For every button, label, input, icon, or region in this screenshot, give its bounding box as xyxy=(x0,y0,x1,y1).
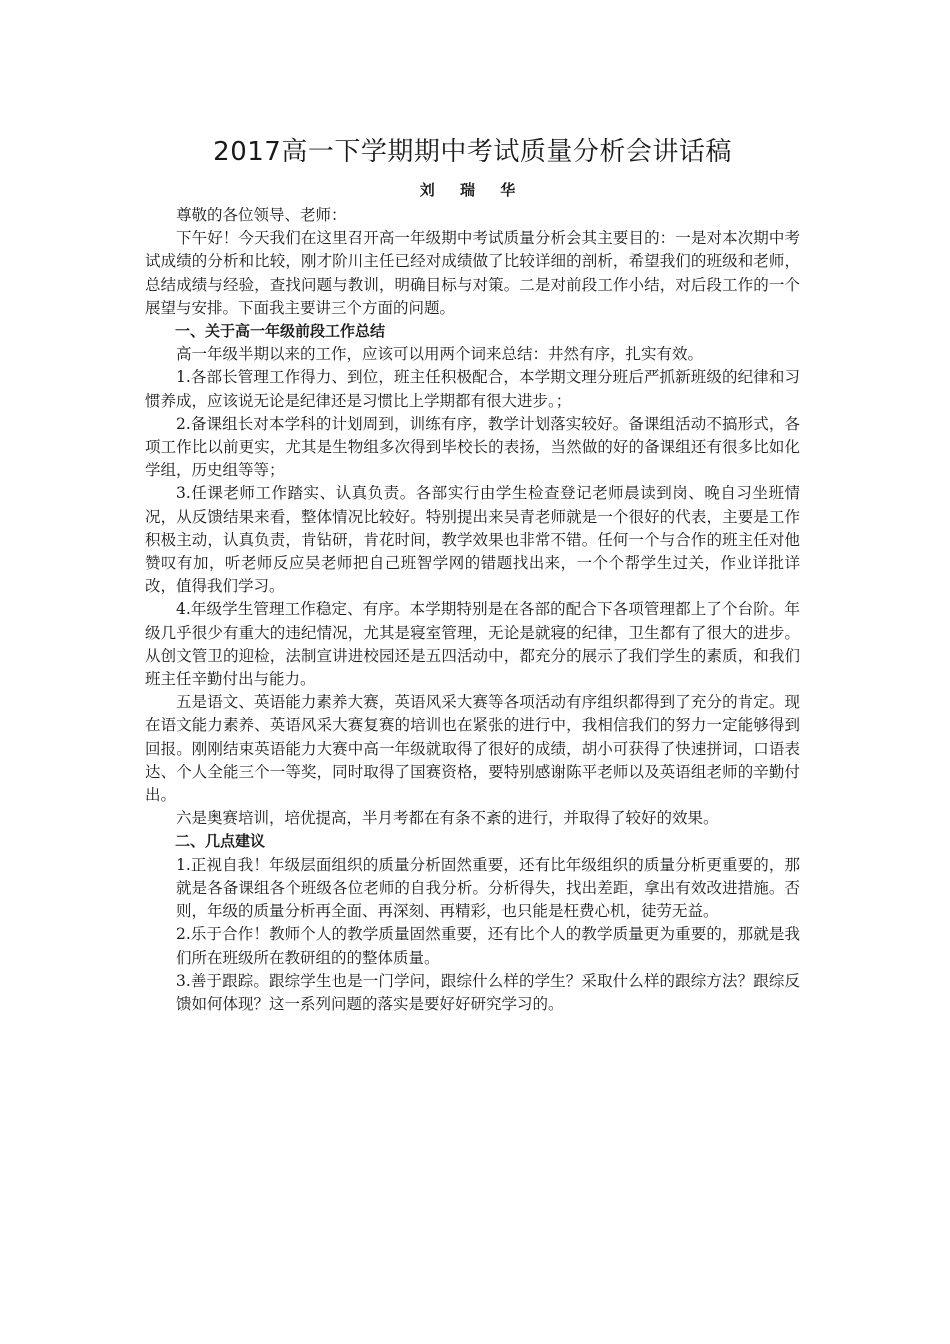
document-title: 2017高一下学期期中考试质量分析会讲话稿 xyxy=(213,137,732,167)
paragraph: 4.年级学生管理工作稳定、有序。本学期特别是在各部的配合下各项管理都上了个台阶。年级几乎很少有重大的违纪情况，尤其是寝室管理，无论是就寝的纪律，卫生都有了很大的进步。从创文管卫的迎检，法制宣讲进校园还是五四活动中，都充分的展示了我们学生的素质，和我们班主任辛勤付出与能力。 xyxy=(145,600,800,689)
paragraph: 1.各部长管理工作得力、到位，班主任积极配合，本学期文理分班后严抓新班级的纪律和习惯养成，应该说无论是纪律还是习惯比上学期都有很大进步。； xyxy=(145,368,800,410)
paragraph: 六是奥赛培训，培优提高，半月考都在有条不紊的进行，并取得了较好的效果。 xyxy=(176,809,719,828)
section-heading: 一、关于高一年级前段工作总结 xyxy=(175,322,386,341)
paragraph: 2.备课组长对本学科的计划周到，训练有序，教学计划落实较好。备课组活动不搞形式，各项工作比以前更实，尤其是生物组多次得到毕校长的表扬，当然做的好的备课组还有很多比如化学组，历史组等等； xyxy=(145,414,800,480)
paragraph: 下午好！今天我们在这里召开高一年级期中考试质量分析会其主要目的：一是对本次期中考试成绩的分析和比较，刚才阶川主任已经对成绩做了比较详细的剖析，希望我们的班级和老师，总结成绩与经验，查找问题与教训，明确目标与对策。二是对前段工作小结，对后段工作的一个展望与安排。下面我主要讲三个方面的问题。 xyxy=(145,229,800,317)
paragraph: 1.正视自我！年级层面组织的质量分析固然重要，还有比年级组织的质量分析更重要的，那就是各备课组各个班级各位老师的自我分析。分析得失，找出差距，拿出有效改进措施。否则，年级的质量分析再全面、再深刻、再精彩，也只能是枉费心机，徒劳无益。 xyxy=(176,855,800,921)
paragraph: 3.善于跟踪。跟综学生也是一门学问，跟综什么样的学生？采取什么样的跟综方法？跟综反馈如何体现？这一系列问题的落实是要好好研究学习的。 xyxy=(176,971,800,1013)
paragraph: 3.任课老师工作踏实、认真负责。各部实行由学生检查登记老师晨读到岗、晚自习坐班情况，从反馈结果来看，整体情况比较好。特别提出来吴青老师就是一个很好的代表，主要是工作积极主动，认真负责，肯钻研，肯花时间，教学效果也非常不错。任何一个与合作的班主任对他赞叹有加，听老师反应吴老师把自己班智学网的错题找出来，一个个帮学生过关，作业详批详改，值得我们学习。 xyxy=(145,484,800,596)
paragraph: 尊敬的各位领导、老师： xyxy=(176,206,347,224)
document-author: 刘 瑞 华 xyxy=(419,181,526,199)
paragraph: 五是语文、英语能力素养大赛，英语风采大赛等各项活动有序组织都得到了充分的肯定。现在语文能力素养、英语风采大赛复赛的培训也在紧张的进行中，我相信我们的努力一定能够得到回报。刚刚结束英语能力大赛中高一年级就取得了很好的成绩，胡小可获得了快速拼词，口语表达、个人全能三个一等奖，同时取得了国赛资格，要特别感谢陈平老师以及英语组老师的辛勤付出。 xyxy=(145,693,800,805)
section-heading: 二、几点建议 xyxy=(175,832,266,851)
paragraph: 高一年级半期以来的工作，应该可以用两个词来总结：井然有序，扎实有效。 xyxy=(176,345,704,364)
document-body xyxy=(145,204,800,1016)
paragraph: 2.乐于合作！教师个人的教学质量固然重要，还有比个人的教学质量更为重要的，那就是我们所在班级所在教研组的的整体质量。 xyxy=(176,925,800,967)
